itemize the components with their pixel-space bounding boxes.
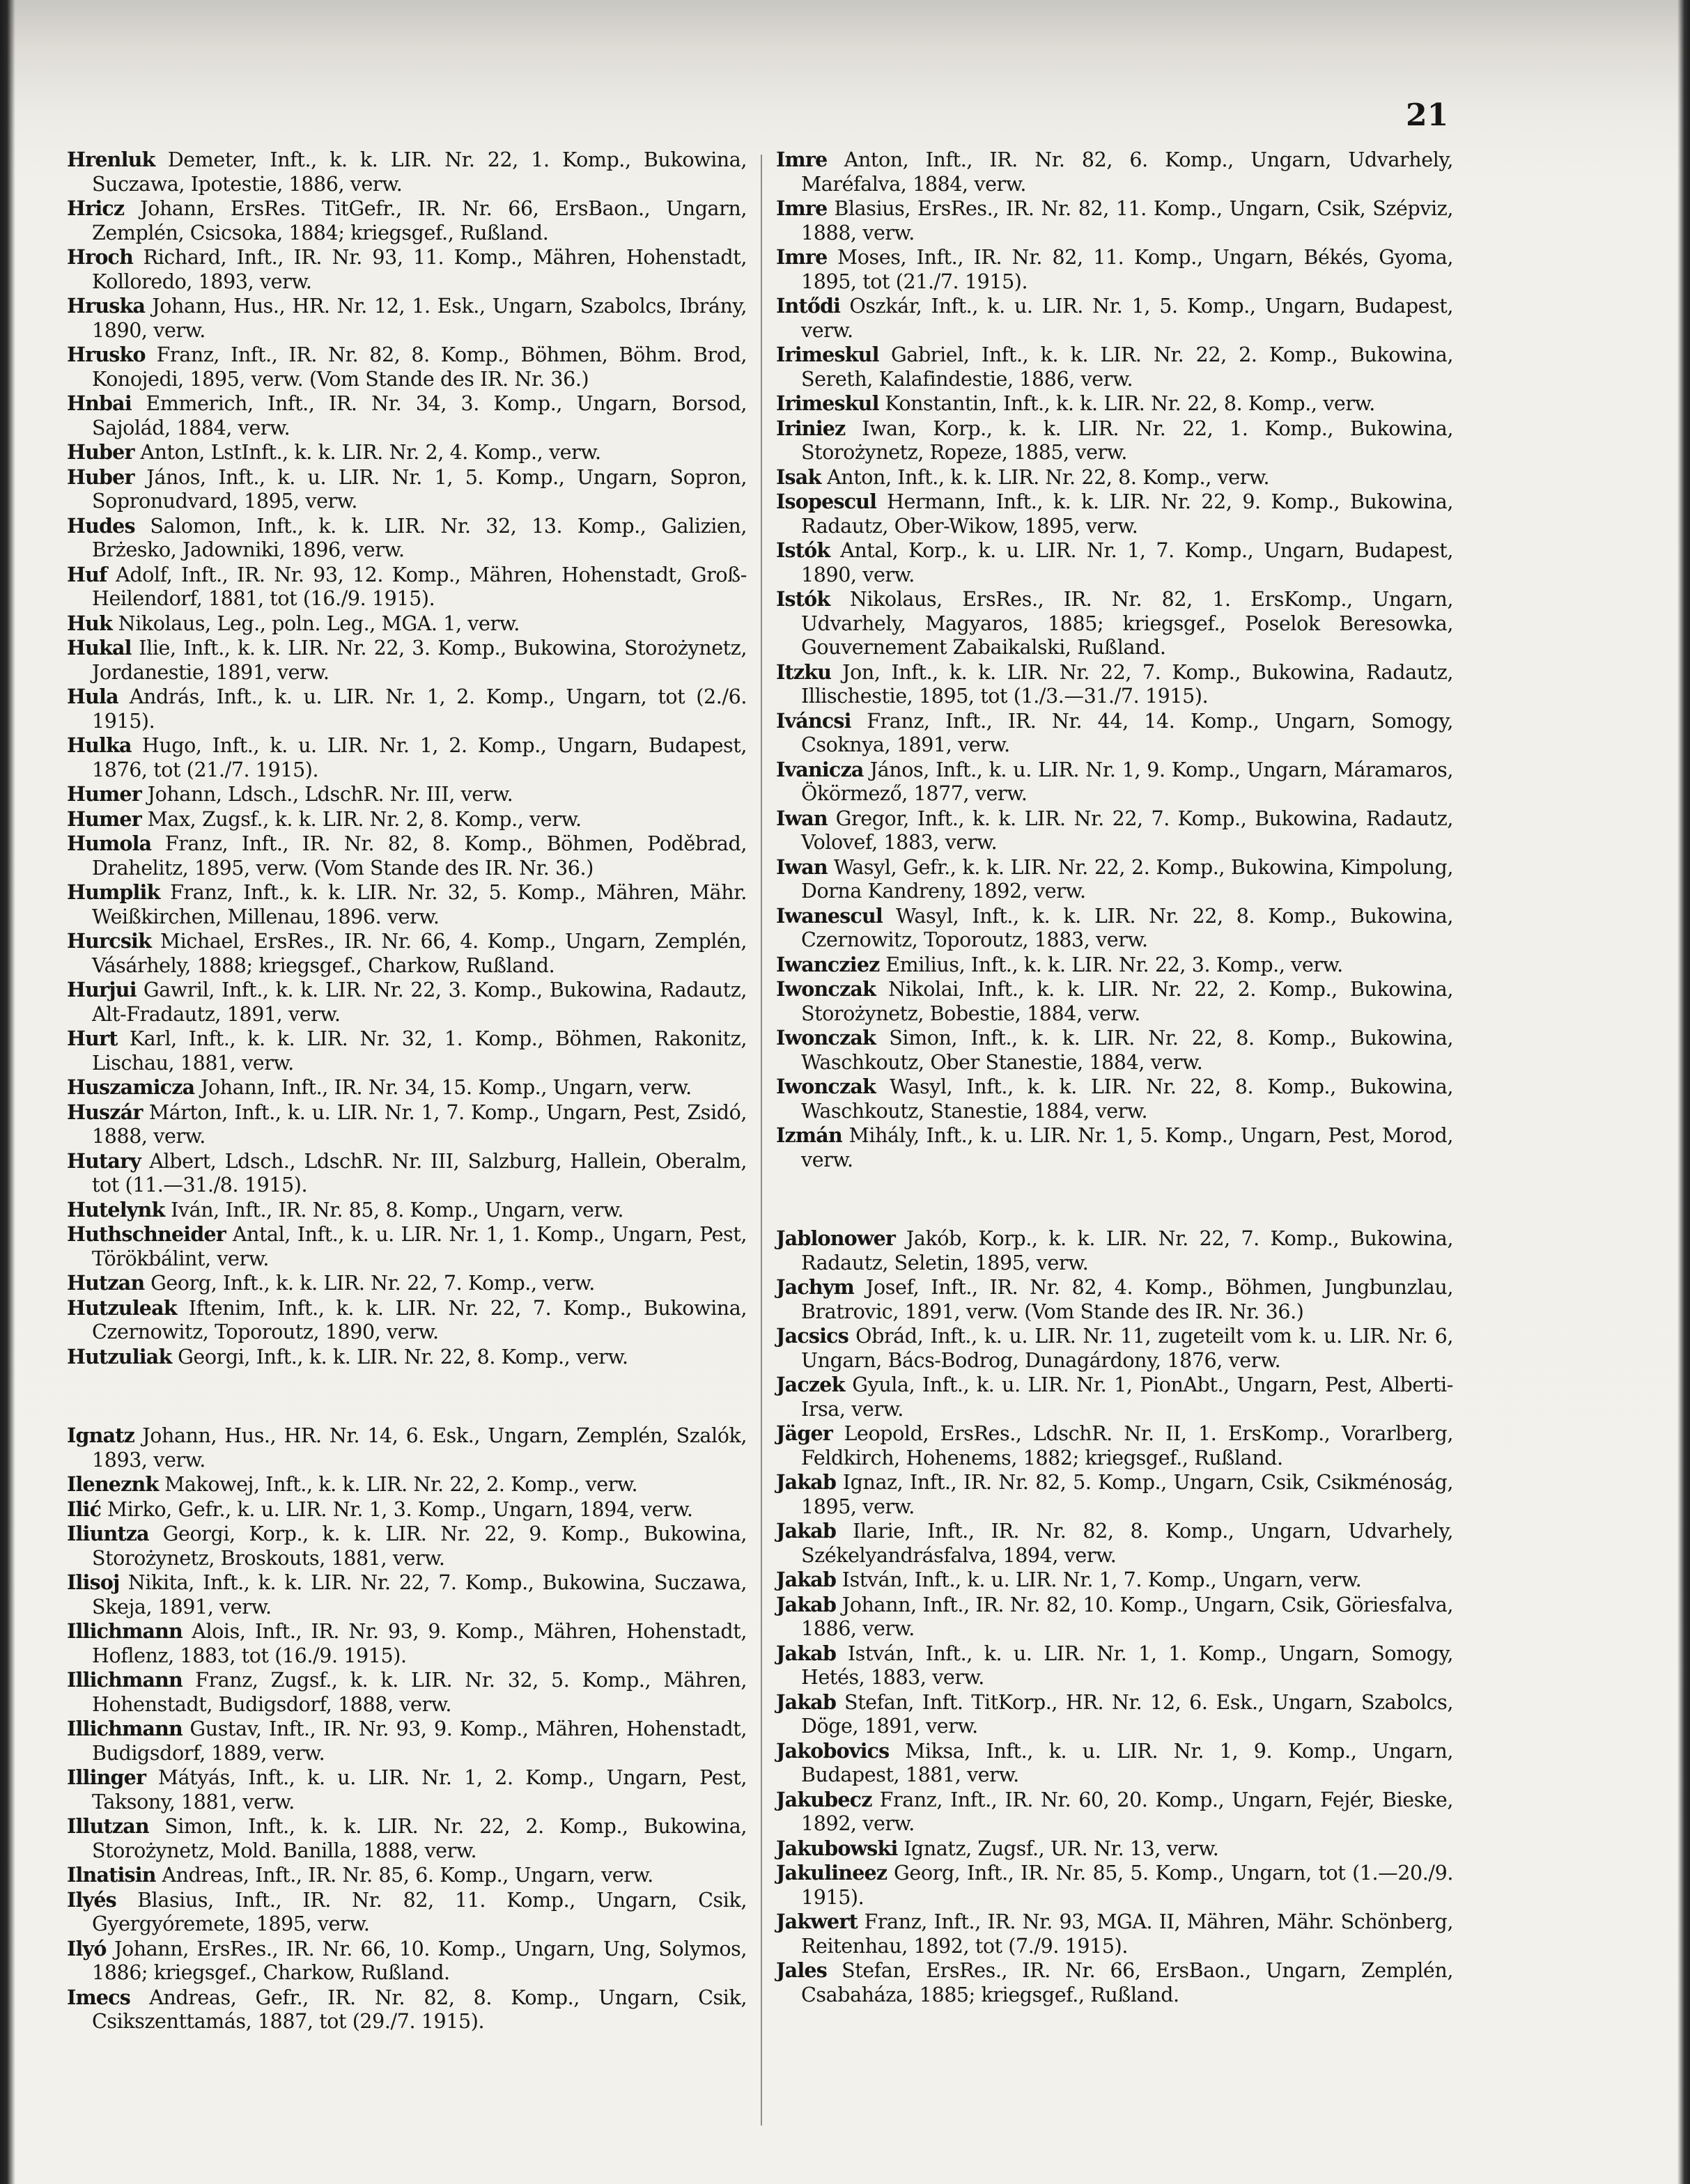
entry-details: Blasius, Inft., IR. Nr. 82, 11. Komp., Ungarn, Csik, Gyergyóremete, 1895, verw. [92, 1888, 747, 1935]
entry-surname: Huszár [67, 1100, 143, 1124]
entry-surname: Iwan [776, 806, 828, 830]
entry-details: Franz, Inft., IR. Nr. 93, MGA. II, Mähren, Mähr. Schönberg, Reitenhau, 1892, tot (7./9. 1915). [801, 1910, 1453, 1958]
entry-surname: Jakobovics [776, 1738, 890, 1763]
entry-surname: Ivanicza [776, 757, 864, 781]
entry-details: Johann, ErsRes. TitGefr., IR. Nr. 66, ErsBaon., Ungarn, Zemplén, Csicsoka, 1884; kriegsgef., Rußland. [92, 197, 747, 244]
entry-surname: Jaczek [776, 1373, 845, 1396]
entry-details: István, Inft., k. u. LIR. Nr. 1, 7. Komp., Ungarn, verw. [842, 1568, 1362, 1591]
entry-details: Anton, LstInft., k. k. LIR. Nr. 2, 4. Komp., verw. [140, 441, 601, 464]
entry-surname: Jakubowski [776, 1836, 898, 1860]
entry-details: Obrád, Inft., k. u. LIR. Nr. 11, zugeteilt vom k. u. LIR. Nr. 6, Ungarn, Bács-Bodrog, Dunagárdony, 1876, verw. [801, 1325, 1453, 1372]
entry-details: Márton, Inft., k. u. LIR. Nr. 1, 7. Komp., Ungarn, Pest, Zsidó, 1888, verw. [92, 1100, 747, 1148]
entry-details: Gustav, Inft., IR. Nr. 93, 9. Komp., Mähren, Hohenstadt, Budigsdorf, 1889, verw. [92, 1717, 747, 1765]
entry-details: Ilie, Inft., k. k. LIR. Nr. 22, 3. Komp., Bukowina, Storożynetz, Jordanestie, 1891, verw. [92, 637, 747, 684]
entry-surname: Hrusko [67, 343, 146, 366]
register-entry [67, 391, 747, 440]
entry-details: Emilius, Inft., k. k. LIR. Nr. 22, 3. Komp., verw. [885, 953, 1343, 976]
register-entry [776, 1836, 1453, 1862]
register-entry [776, 1910, 1453, 1958]
entry-surname: Hricz [67, 196, 125, 220]
register-entry [776, 196, 1453, 245]
entry-surname: Jakab [776, 1519, 837, 1543]
entry-details: Hermann, Inft., k. k. LIR. Nr. 22, 9. Komp., Bukowina, Radautz, Ober-Wikow, 1895, verw. [801, 490, 1453, 538]
entry-details: Antal, Korp., k. u. LIR. Nr. 1, 7. Komp., Ungarn, Budapest, 1890, verw. [801, 539, 1453, 586]
entry-surname: Humola [67, 832, 152, 855]
entry-details: Johann, ErsRes., IR. Nr. 66, 10. Komp., Ungarn, Ung, Solymos, 1886; kriegsgef., Charkow, Rußland. [92, 1937, 747, 1984]
entry-surname: Irimeskul [776, 343, 879, 366]
section-gap [67, 1369, 747, 1424]
entry-details: Georgi, Korp., k. k. LIR. Nr. 22, 9. Komp., Bukowina, Storożynetz, Broskouts, 1881, verw. [92, 1522, 747, 1570]
entry-details: Anton, Inft., k. k. LIR. Nr. 22, 8. Komp., verw. [827, 465, 1270, 489]
register-entry [776, 1275, 1453, 1324]
register-entry [67, 343, 747, 391]
entry-details: András, Inft., k. u. LIR. Nr. 1, 2. Komp., Ungarn, tot (2./6. 1915). [92, 685, 747, 733]
entry-details: Nikita, Inft., k. k. LIR. Nr. 22, 7. Komp., Bukowina, Suczawa, Skeja, 1891, verw. [92, 1571, 747, 1618]
register-entry [776, 953, 1453, 978]
register-entry [776, 1075, 1453, 1123]
entry-surname: Huszamicza [67, 1075, 195, 1099]
entry-details: Stefan, ErsRes., IR. Nr. 66, ErsBaon., Ungarn, Zemplén, Csabaháza, 1885; kriegsgef., Rußland. [801, 1959, 1453, 2006]
entry-surname: Hruska [67, 294, 146, 318]
register-entry [67, 1717, 747, 1765]
entry-surname: Illichmann [67, 1619, 183, 1643]
register-entry [776, 1226, 1453, 1275]
entry-surname: Illichmann [67, 1717, 183, 1740]
entry-surname: Iwonczak [776, 977, 876, 1001]
register-entry [776, 538, 1453, 587]
entry-details: Johann, Inft., IR. Nr. 82, 10. Komp., Ungarn, Csik, Göriesfalva, 1886, verw. [801, 1593, 1453, 1640]
register-entry [67, 1522, 747, 1570]
entry-details: Oszkár, Inft., k. u. LIR. Nr. 1, 5. Komp., Ungarn, Budapest, verw. [801, 295, 1453, 342]
entry-details: Georg, Inft., IR. Nr. 85, 5. Komp., Ungarn, tot (1.—20./9. 1915). [801, 1862, 1453, 1909]
register-entry [67, 148, 747, 196]
entry-surname: Imecs [67, 1985, 131, 2009]
entry-surname: Jakubecz [776, 1787, 872, 1811]
register-entry [776, 1026, 1453, 1075]
entry-surname: Huber [67, 465, 134, 489]
entry-surname: Isak [776, 465, 821, 489]
register-entry [776, 709, 1453, 758]
register-entry [67, 1296, 747, 1345]
entry-details: Johann, Inft., IR. Nr. 34, 15. Komp., Ungarn, verw. [201, 1076, 692, 1099]
entry-surname: Huber [67, 440, 134, 464]
entry-surname: Iwanescul [776, 903, 883, 928]
register-entry [67, 514, 747, 563]
entry-surname: Imre [776, 148, 828, 171]
register-entry [776, 1690, 1453, 1739]
entry-details: Simon, Inft., k. k. LIR. Nr. 22, 2. Komp., Bukowina, Storożynetz, Mold. Banilla, 1888, verw. [92, 1815, 747, 1862]
register-entry [67, 465, 747, 514]
register-entry [776, 1641, 1453, 1690]
entry-surname: Hutelynk [67, 1197, 165, 1222]
entry-details: Franz, Inft., IR. Nr. 82, 8. Komp., Böhmen, Böhm. Brod, Konojedi, 1895, verw. (Vom Stande des IR. Nr. 36.) [92, 343, 747, 391]
entry-details: Franz, Inft., k. k. LIR. Nr. 32, 5. Komp., Mähren, Mähr. Weißkirchen, Millenau, 1896. verw. [92, 881, 747, 928]
entry-surname: Hroch [67, 245, 134, 269]
entry-surname: Jales [776, 1958, 827, 1982]
register-entry [67, 1424, 747, 1472]
entry-details: Johann, Ldsch., LdschR. Nr. III, verw. [147, 783, 513, 806]
entry-surname: Imre [776, 245, 828, 269]
entry-surname: Ignatz [67, 1424, 134, 1447]
column-divider [761, 155, 762, 2126]
entry-details: Mirko, Gefr., k. u. LIR. Nr. 1, 3. Komp., Ungarn, 1894, verw. [107, 1497, 693, 1521]
register-entry [67, 1570, 747, 1619]
register-entry [67, 978, 747, 1027]
register-entry [67, 1345, 747, 1370]
entry-surname: Istók [776, 587, 830, 611]
entry-details: Nikolaus, ErsRes., IR. Nr. 82, 1. ErsKomp., Ungarn, Udvarhely, Magyaros, 1885; kriegsgef., Poselok Beresowka, Gouvernement Zabaikalski, Rußland. [801, 588, 1453, 659]
entry-surname: Ilnatisin [67, 1863, 156, 1887]
entry-details: Simon, Inft., k. k. LIR. Nr. 22, 8. Komp., Bukowina, Waschkoutz, Ober Stanestie, 1884, verw. [801, 1027, 1453, 1074]
register-entry [67, 563, 747, 611]
entry-surname: Hurjui [67, 978, 137, 1001]
register-entry [776, 855, 1453, 904]
entry-surname: Huf [67, 562, 107, 586]
entry-details: Anton, Inft., IR. Nr. 82, 6. Komp., Ungarn, Udvarhely, Maréfalva, 1884, verw. [801, 148, 1453, 196]
entry-surname: Huk [67, 611, 112, 635]
register-entry [776, 1421, 1453, 1470]
entry-details: Wasyl, Gefr., k. k. LIR. Nr. 22, 2. Komp., Bukowina, Kimpolung, Dorna Kandreny, 1892, verw. [801, 855, 1453, 903]
register-entry [67, 1271, 747, 1296]
entry-surname: Ilyés [67, 1887, 116, 1912]
register-entry [776, 245, 1453, 294]
entry-details: Blasius, ErsRes., IR. Nr. 82, 11. Komp., Ungarn, Csik, Szépviz, 1888, verw. [801, 197, 1453, 244]
register-entry [67, 832, 747, 880]
entry-surname: Jakab [776, 1592, 837, 1616]
register-entry [67, 685, 747, 733]
register-entry [67, 1863, 747, 1888]
register-entry [776, 1593, 1453, 1641]
register-entry [776, 343, 1453, 391]
entry-surname: Izmán [776, 1123, 842, 1147]
entry-surname: Huthschneider [67, 1222, 226, 1246]
register-entry [67, 1668, 747, 1717]
register-entry [67, 1027, 747, 1075]
register-entry [776, 1519, 1453, 1568]
register-entry [776, 1568, 1453, 1593]
register-entry [67, 196, 747, 245]
entry-details: Salomon, Inft., k. k. LIR. Nr. 32, 13. Komp., Galizien, Brżesko, Jadowniki, 1896, verw. [92, 514, 747, 561]
register-entry [67, 440, 747, 465]
register-entry [776, 1373, 1453, 1421]
entry-surname: Iliuntza [67, 1522, 149, 1545]
entry-surname: Ilić [67, 1497, 102, 1521]
entry-surname: Imre [776, 196, 828, 220]
entry-details: Max, Zugsf., k. k. LIR. Nr. 2, 8. Komp., verw. [147, 807, 582, 831]
scan-edge-right [1677, 0, 1690, 2184]
entry-details: Demeter, Inft., k. k. LIR. Nr. 22, 1. Komp., Bukowina, Suczawa, Ipotestie, 1886, verw. [92, 148, 747, 196]
entry-details: Wasyl, Inft., k. k. LIR. Nr. 22, 8. Komp., Bukowina, Waschkoutz, Stanestie, 1884, verw. [801, 1075, 1453, 1123]
entry-details: Richard, Inft., IR. Nr. 93, 11. Komp., Mähren, Hohenstadt, Kolloredo, 1893, verw. [92, 246, 747, 293]
entry-surname: Iwonczak [776, 1026, 876, 1050]
register-entry [67, 245, 747, 294]
entry-surname: Jakulineez [776, 1861, 887, 1885]
entry-details: Stefan, Inft. TitKorp., HR. Nr. 12, 6. Esk., Ungarn, Szabolcs, Döge, 1891, verw. [801, 1690, 1453, 1738]
register-entry [776, 1324, 1453, 1373]
entry-details: Gawril, Inft., k. k. LIR. Nr. 22, 3. Komp., Bukowina, Radautz, Alt-Fradautz, 1891, verw. [92, 978, 747, 1026]
entry-surname: Hukal [67, 636, 132, 660]
entry-details: Ilarie, Inft., IR. Nr. 82, 8. Komp., Ungarn, Udvarhely, Székelyandrásfalva, 1894, verw. [801, 1520, 1453, 1567]
entry-details: Johann, Hus., HR. Nr. 14, 6. Esk., Ungarn, Zemplén, Szalók, 1893, verw. [92, 1424, 747, 1472]
register-entry [776, 1958, 1453, 2007]
entry-surname: Jakab [776, 1641, 837, 1665]
entry-surname: Illichmann [67, 1668, 183, 1692]
entry-details: Ignatz, Zugsf., UR. Nr. 13, verw. [904, 1836, 1219, 1860]
register-entry [67, 1075, 747, 1100]
register-entry [776, 587, 1453, 660]
entry-surname: Hutzuliak [67, 1344, 172, 1368]
entry-surname: Jachym [776, 1275, 854, 1299]
register-entry [67, 294, 747, 343]
entry-surname: Istók [776, 538, 830, 562]
entry-details: Gyula, Inft., k. u. LIR. Nr. 1, PionAbt., Ungarn, Pest, Alberti-Irsa, verw. [801, 1373, 1453, 1421]
entry-details: Adolf, Inft., IR. Nr. 93, 12. Komp., Mähren, Hohenstadt, Groß-Heilendorf, 1881, tot (16./9. 1915). [92, 563, 747, 610]
entry-details: Andreas, Inft., IR. Nr. 85, 6. Komp., Ungarn, verw. [162, 1864, 653, 1887]
entry-surname: Itzku [776, 660, 832, 684]
entry-details: Antal, Inft., k. u. LIR. Nr. 1, 1. Komp., Ungarn, Pest, Törökbálint, verw. [92, 1223, 747, 1270]
entry-surname: Hudes [67, 513, 135, 538]
register-entry [67, 1986, 747, 2034]
entry-details: Johann, Hus., HR. Nr. 12, 1. Esk., Ungarn, Szabolcs, Ibrány, 1890, verw. [92, 295, 747, 342]
entry-details: Emmerich, Inft., IR. Nr. 34, 3. Komp., Ungarn, Borsod, Sajolád, 1884, verw. [92, 392, 747, 439]
entry-surname: Iwan [776, 855, 828, 879]
entry-surname: Iwancziez [776, 952, 880, 976]
entry-details: Albert, Ldsch., LdschR. Nr. III, Salzburg, Hallein, Oberalm, tot (11.—31./8. 1915). [92, 1149, 747, 1196]
register-entry [776, 977, 1453, 1026]
register-entry [67, 611, 747, 637]
entry-surname: Iriniez [776, 416, 846, 440]
entry-details: Iftenim, Inft., k. k. LIR. Nr. 22, 7. Komp., Bukowina, Czernowitz, Toporoutz, 1890, verw. [92, 1296, 747, 1343]
register-entry [67, 1814, 747, 1863]
entry-details: Alois, Inft., IR. Nr. 93, 9. Komp., Mähren, Hohenstadt, Hoflenz, 1883, tot (16./9. 1915). [92, 1620, 747, 1667]
register-entry [67, 1765, 747, 1814]
page-number: 21 [1406, 98, 1449, 133]
register-entry [776, 904, 1453, 953]
entry-details: Ignaz, Inft., IR. Nr. 82, 5. Komp., Ungarn, Csik, Csikménoság, 1895, verw. [801, 1471, 1453, 1518]
entry-surname: Jakab [776, 1568, 837, 1591]
entry-details: Iwan, Korp., k. k. LIR. Nr. 22, 1. Komp., Bukowina, Storożynetz, Ropeze, 1885, verw. [801, 416, 1453, 464]
entry-surname: Hutary [67, 1148, 141, 1173]
entry-surname: Ilyó [67, 1936, 107, 1960]
register-entry [776, 1861, 1453, 1910]
entry-surname: Hula [67, 685, 118, 708]
entry-details: Gabriel, Inft., k. k. LIR. Nr. 22, 2. Komp., Bukowina, Sereth, Kalafindestie, 1886, verw. [801, 343, 1453, 391]
register-entry [67, 1222, 747, 1271]
register-entry [776, 1788, 1453, 1836]
entry-details: Hugo, Inft., k. u. LIR. Nr. 1, 2. Komp., Ungarn, Budapest, 1876, tot (21./7. 1915). [92, 734, 747, 781]
entry-details: Iván, Inft., IR. Nr. 85, 8. Komp., Ungarn, verw. [171, 1198, 624, 1222]
entry-surname: Hurcsik [67, 929, 152, 953]
entry-details: Makowej, Inft., k. k. LIR. Nr. 22, 2. Komp., verw. [164, 1473, 638, 1496]
entry-details: Franz, Zugsf., k. k. LIR. Nr. 32, 5. Komp., Mähren, Hohenstadt, Budigsdorf, 1888, verw. [92, 1669, 747, 1716]
register-entry [67, 929, 747, 978]
entry-surname: Ilisoj [67, 1570, 120, 1594]
register-entry [776, 294, 1453, 343]
entry-surname: Iwonczak [776, 1075, 876, 1098]
register-entry [776, 148, 1453, 196]
entry-surname: Ileneznk [67, 1472, 159, 1496]
register-entry [67, 1472, 747, 1497]
entry-details: Franz, Inft., IR. Nr. 60, 20. Komp., Ungarn, Fejér, Bieske, 1892, verw. [801, 1788, 1453, 1835]
register-entry [776, 660, 1453, 709]
entry-details: Miksa, Inft., k. u. LIR. Nr. 1, 9. Komp., Ungarn, Budapest, 1881, verw. [801, 1739, 1453, 1786]
entry-surname: Jäger [776, 1421, 833, 1445]
entry-details: Karl, Inft., k. k. LIR. Nr. 32, 1. Komp., Böhmen, Rakonitz, Lischau, 1881, verw. [92, 1027, 747, 1075]
entry-surname: Jablonower [776, 1226, 896, 1250]
entry-surname: Humer [67, 806, 141, 831]
entry-details: Gregor, Inft., k. k. LIR. Nr. 22, 7. Komp., Bukowina, Radautz, Volovef, 1883, verw. [801, 806, 1453, 854]
entry-details: Jakób, Korp., k. k. LIR. Nr. 22, 7. Komp., Bukowina, Radautz, Seletin, 1895, verw. [801, 1227, 1453, 1274]
entry-details: Michael, ErsRes., IR. Nr. 66, 4. Komp., Ungarn, Zemplén, Vásárhely, 1888; kriegsgef., Charkow, Rußland. [92, 930, 747, 977]
entry-details: Nikolai, Inft., k. k. LIR. Nr. 22, 2. Komp., Bukowina, Storożynetz, Bobestie, 1884, verw. [801, 978, 1453, 1025]
register-entry [776, 1123, 1453, 1172]
register-entry [67, 1149, 747, 1198]
register-entry [776, 806, 1453, 855]
entry-surname: Jakab [776, 1690, 837, 1714]
register-entry [67, 1100, 747, 1149]
entry-details: Andreas, Gefr., IR. Nr. 82, 8. Komp., Ungarn, Csik, Csikszenttamás, 1887, tot (29./7. 1915). [92, 1986, 747, 2033]
entry-details: Franz, Inft., IR. Nr. 82, 8. Komp., Böhmen, Poděbrad, Drahelitz, 1895, verw. (Vom Stande des IR. Nr. 36.) [92, 832, 747, 880]
entry-surname: Hrenluk [67, 148, 155, 171]
entry-surname: Isopescul [776, 490, 877, 513]
register-entry [67, 807, 747, 832]
entry-surname: Illutzan [67, 1814, 149, 1838]
entry-details: Franz, Inft., IR. Nr. 44, 14. Komp., Ungarn, Somogy, Csoknya, 1891, verw. [801, 709, 1453, 756]
register-entry [67, 1198, 747, 1223]
entry-details: István, Inft., k. u. LIR. Nr. 1, 1. Komp., Ungarn, Somogy, Hetés, 1883, verw. [801, 1641, 1453, 1689]
entry-surname: Hurt [67, 1027, 118, 1050]
entry-details: Josef, Inft., IR. Nr. 82, 4. Komp., Böhmen, Jungbunzlau, Bratrovic, 1891, verw. (Vom Stande des IR. Nr. 36.) [801, 1276, 1453, 1323]
entry-surname: Jakab [776, 1470, 837, 1494]
scan-edge-left [0, 0, 15, 2184]
register-entry [67, 1888, 747, 1937]
entry-surname: Hnbai [67, 391, 132, 415]
register-entry [67, 1937, 747, 1986]
entry-details: Jon, Inft., k. k. LIR. Nr. 22, 7. Komp., Bukowina, Radautz, Illischestie, 1895, tot (1./3.—31./7. 1915). [801, 660, 1453, 708]
entry-details: Nikolaus, Leg., poln. Leg., MGA. 1, verw. [118, 611, 520, 635]
entry-surname: Hutzuleak [67, 1295, 177, 1320]
register-entry [67, 880, 747, 929]
entry-details: Georg, Inft., k. k. LIR. Nr. 22, 7. Komp., verw. [150, 1272, 595, 1295]
entry-details: Wasyl, Inft., k. k. LIR. Nr. 22, 8. Komp., Bukowina, Czernowitz, Toporoutz, 1883, verw. [801, 904, 1453, 951]
entry-details: Georgi, Inft., k. k. LIR. Nr. 22, 8. Komp., verw. [178, 1345, 628, 1368]
register-entry [67, 1497, 747, 1522]
entry-surname: Humer [67, 782, 141, 806]
entry-details: Konstantin, Inft., k. k. LIR. Nr. 22, 8. Komp., verw. [885, 392, 1375, 415]
entry-surname: Iváncsi [776, 708, 851, 733]
entry-details: János, Inft., k. u. LIR. Nr. 1, 5. Komp., Ungarn, Sopron, Sopronudvard, 1895, verw. [92, 465, 747, 513]
register-entry [776, 391, 1453, 416]
entry-details: Leopold, ErsRes., LdschR. Nr. II, 1. ErsKomp., Vorarlberg, Feldkirch, Hohenems, 1882; kriegsgef., Rußland. [801, 1422, 1453, 1469]
entry-surname: Intődi [776, 294, 841, 318]
entry-surname: Irimeskul [776, 391, 879, 415]
entry-details: János, Inft., k. u. LIR. Nr. 1, 9. Komp., Ungarn, Máramaros, Ökörmező, 1877, verw. [801, 758, 1453, 805]
register-entry [776, 465, 1453, 490]
entry-surname: Hutzan [67, 1271, 145, 1295]
entry-details: Mihály, Inft., k. u. LIR. Nr. 1, 5. Komp., Ungarn, Pest, Morod, verw. [801, 1124, 1453, 1171]
register-entry [776, 1739, 1453, 1788]
register-entry [67, 782, 747, 807]
entry-surname: Illinger [67, 1765, 146, 1789]
left-column [67, 148, 747, 2034]
entry-surname: Jacsics [776, 1324, 848, 1348]
entry-surname: Jakwert [776, 1910, 858, 1933]
entry-details: Moses, Inft., IR. Nr. 82, 11. Komp., Ungarn, Békés, Gyoma, 1895, tot (21./7. 1915). [801, 246, 1453, 293]
register-entry [67, 636, 747, 685]
entry-surname: Hulka [67, 733, 132, 757]
register-entry [776, 1470, 1453, 1519]
register-entry [67, 733, 747, 782]
register-entry [776, 758, 1453, 806]
entry-details: Mátyás, Inft., k. u. LIR. Nr. 1, 2. Komp., Ungarn, Pest, Taksony, 1881, verw. [92, 1766, 747, 1814]
entry-surname: Humplik [67, 880, 160, 904]
register-entry [776, 490, 1453, 538]
register-entry [776, 416, 1453, 465]
register-entry [67, 1619, 747, 1668]
right-column [776, 148, 1453, 2007]
section-gap [776, 1172, 1453, 1226]
